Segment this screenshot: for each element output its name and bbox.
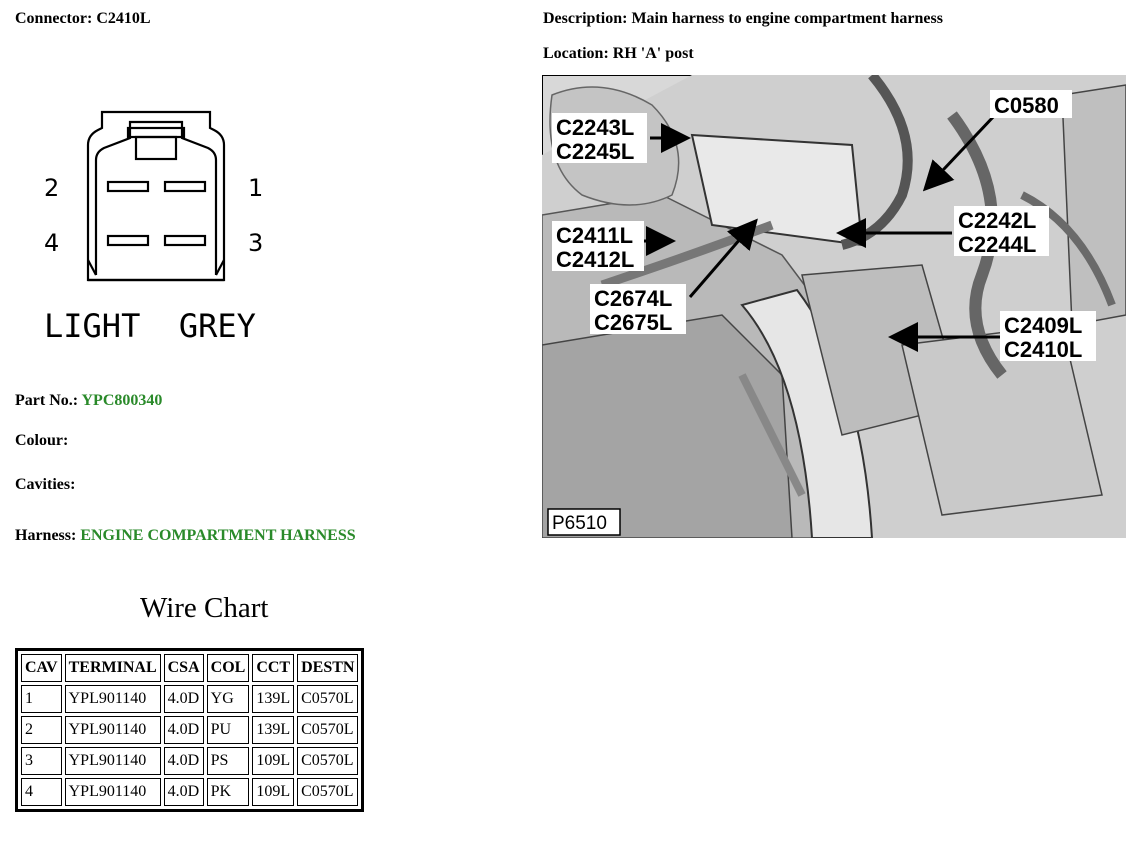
cavities-label: Cavities: — [15, 476, 76, 493]
cell-cav: 2 — [21, 716, 62, 744]
cell-destn: C0570L — [297, 685, 358, 713]
table-row — [21, 685, 358, 713]
callout-c2245l: C2245L — [556, 139, 635, 164]
part-number-label: Part No.: — [15, 392, 79, 409]
cell-col: YG — [207, 685, 250, 713]
cell-col: PU — [207, 716, 250, 744]
callout-c2412l: C2412L — [556, 247, 635, 272]
cell-col: PK — [207, 778, 250, 806]
callout-c2409l: C2409L — [1004, 313, 1083, 338]
table-row — [21, 716, 358, 744]
table-row — [21, 778, 358, 806]
callout-c2410l: C2410L — [1004, 337, 1083, 362]
cell-destn: C0570L — [297, 716, 358, 744]
connector-face-diagram — [30, 100, 280, 350]
cell-cav: 3 — [21, 747, 62, 775]
pin-2-label: 2 — [44, 174, 60, 202]
connector-line — [15, 10, 151, 28]
connector-value: C2410L — [96, 10, 151, 27]
cell-csa: 4.0D — [164, 747, 204, 775]
header-csa: CSA — [164, 654, 204, 682]
cell-terminal: YPL901140 — [65, 778, 161, 806]
harness-line — [15, 527, 356, 545]
callout-c2242l: C2242L — [958, 208, 1037, 233]
cell-cct: 109L — [252, 778, 294, 806]
cell-cct: 139L — [252, 685, 294, 713]
cell-col: PS — [207, 747, 250, 775]
wire-chart-title: Wire Chart — [140, 592, 269, 624]
callout-c2675l: C2675L — [594, 310, 673, 335]
cell-terminal: YPL901140 — [65, 716, 161, 744]
cell-csa: 4.0D — [164, 716, 204, 744]
pin-1-label: 1 — [248, 174, 264, 202]
header-destn: DESTN — [297, 654, 358, 682]
part-number-line — [15, 392, 162, 410]
harness-label: Harness: — [15, 527, 77, 544]
table-row — [21, 747, 358, 775]
cell-cct: 109L — [252, 747, 294, 775]
connector-colour-caption: LIGHT GREY — [44, 307, 256, 345]
photo-reference: P6510 — [552, 513, 607, 534]
header-terminal: TERMINAL — [65, 654, 161, 682]
description-line — [543, 10, 943, 28]
cell-cav: 1 — [21, 685, 62, 713]
connector-label: Connector: — [15, 10, 93, 27]
wire-chart-table — [15, 648, 364, 812]
pin-3-label: 3 — [248, 229, 264, 257]
cell-terminal: YPL901140 — [65, 747, 161, 775]
location-value: RH 'A' post — [612, 45, 694, 62]
colour-label: Colour: — [15, 432, 69, 449]
cavities-line — [15, 476, 75, 494]
harness-value: ENGINE COMPARTMENT HARNESS — [80, 527, 356, 544]
pin-4-label: 4 — [44, 229, 60, 257]
cell-csa: 4.0D — [164, 778, 204, 806]
callout-c2411l: C2411L — [556, 223, 634, 248]
description-value: Main harness to engine compartment harness — [631, 10, 943, 27]
cell-destn: C0570L — [297, 747, 358, 775]
cell-csa: 4.0D — [164, 685, 204, 713]
wire-chart-header-row — [21, 654, 358, 682]
header-cct: CCT — [252, 654, 294, 682]
header-cav: CAV — [21, 654, 62, 682]
cell-cav: 4 — [21, 778, 62, 806]
callout-c0580: C0580 — [994, 93, 1059, 118]
location-line — [543, 45, 694, 63]
location-label: Location: — [543, 45, 609, 62]
cell-cct: 139L — [252, 716, 294, 744]
description-label: Description: — [543, 10, 628, 27]
location-photo — [542, 75, 1126, 538]
callout-c2244l: C2244L — [958, 232, 1037, 257]
part-number-value: YPC800340 — [81, 392, 163, 409]
cell-destn: C0570L — [297, 778, 358, 806]
colour-line — [15, 432, 68, 450]
cell-terminal: YPL901140 — [65, 685, 161, 713]
callout-c2674l: C2674L — [594, 286, 673, 311]
header-col: COL — [207, 654, 250, 682]
callout-c2243l: C2243L — [556, 115, 635, 140]
